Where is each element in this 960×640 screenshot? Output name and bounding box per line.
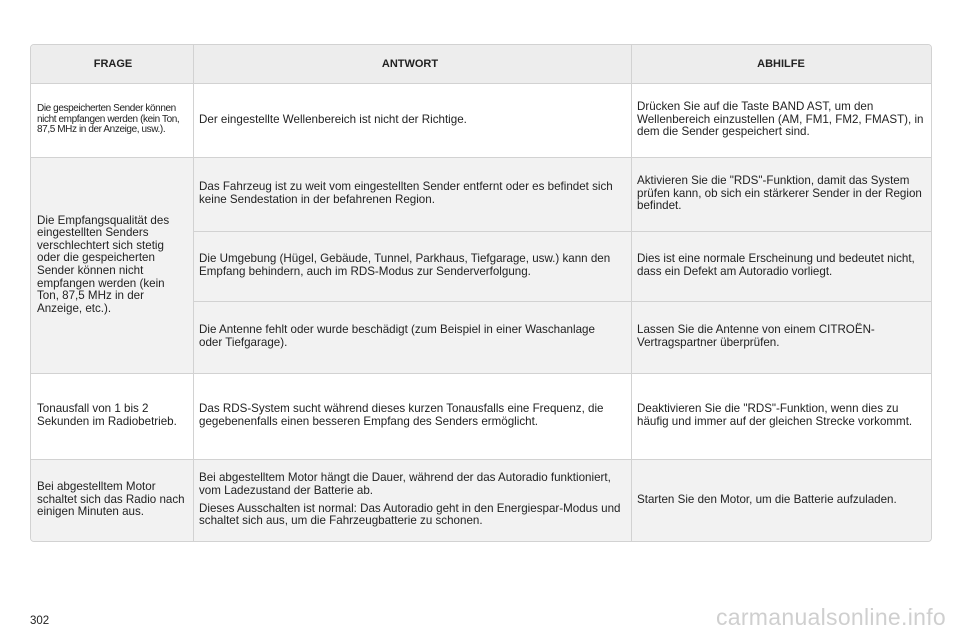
row-divider: [193, 301, 931, 302]
header-abhilfe: [631, 45, 931, 83]
row4-frage-text: Bei abgestelltem Motor schaltet sich das Radio nach einigen Minuten aus.: [37, 480, 185, 519]
row2c-abhilfe-text: Lassen Sie die Antenne von einem CITROËN-Vertragspartner überprüfen.: [637, 323, 875, 349]
row2a-antwort: [193, 157, 631, 231]
row3-antwort-text: Das RDS-System sucht während dieses kurzen Tonausfalls eine Frequenz, die gegebenenfalls einen besseren Empfang des Senders ermöglicht.: [199, 402, 604, 428]
row1-antwort-text: Der eingestellte Wellenbereich ist nicht der Richtige.: [199, 112, 467, 126]
row2c-antwort: [193, 301, 631, 373]
header-antwort-label: ANTWORT: [381, 58, 439, 70]
row-divider: [31, 83, 931, 84]
row-divider: [31, 373, 931, 374]
column-divider: [631, 45, 632, 541]
header-antwort: [193, 45, 631, 83]
watermark-text: carmanualsonline.info: [715, 604, 946, 630]
row2-frage: [31, 157, 193, 373]
row4-abhilfe: [631, 459, 931, 541]
row2b-abhilfe-text: Dies ist eine normale Erscheinung und bedeutet nicht, dass ein Defekt am Autoradio vorliegt.: [637, 252, 915, 278]
row3-frage-text: Tonausfall von 1 bis 2 Sekunden im Radiobetrieb.: [37, 402, 177, 428]
row4-antwort-text-1: Bei abgestelltem Motor hängt die Dauer, während der das Autoradio funktioniert, vom Ladezustand der Batterie ab.: [199, 471, 611, 497]
row1-frage: [31, 83, 193, 157]
row-divider: [193, 231, 931, 232]
row2b-antwort-text: Die Umgebung (Hügel, Gebäude, Tunnel, Parkhaus, Tiefgarage, usw.) kann den Empfang behindern, auch im RDS-Modus zur Senderverfolgung.: [199, 252, 611, 278]
row4-abhilfe-text: Starten Sie den Motor, um die Batterie aufzuladen.: [637, 492, 897, 506]
row3-frage: [31, 373, 193, 459]
row2b-antwort: [193, 231, 631, 301]
row3-abhilfe-text: Deaktivieren Sie die "RDS"-Funktion, wenn dies zu häufig und immer auf der gleichen Strecke vorkommt.: [637, 402, 913, 428]
row3-antwort: [193, 373, 631, 459]
row-divider: [31, 157, 931, 158]
row2b-abhilfe: [631, 231, 931, 301]
column-divider: [193, 45, 194, 541]
row4-antwort-text-2: Dieses Ausschalten ist normal: Das Autoradio geht in den Energiespar-Modus und schaltet sich aus, um die Fahrzeugbatterie zu schonen.: [199, 501, 621, 528]
row4-frage: [31, 459, 193, 541]
row1-antwort: [193, 83, 631, 157]
row2-frage-text: Die Empfangsqualität des eingestellten Senders verschlechtert sich stetig oder die gespeicherten Sender können nicht empfangen werden (kein Ton, 87,5 MHz in der Anzeige, etc.).: [37, 213, 170, 315]
row4-antwort: [193, 459, 631, 541]
row1-abhilfe-text: Drücken Sie auf die Taste BAND AST, um den Wellenbereich einzustellen (AM, FM1, FM2, FMAST), in dem die Sender gespeichert sind.: [637, 100, 924, 139]
row1-abhilfe: [631, 83, 931, 157]
row3-abhilfe: [631, 373, 931, 459]
row2a-abhilfe: [631, 157, 931, 231]
row-divider: [31, 459, 931, 460]
header-frage-label: FRAGE: [93, 58, 133, 70]
row1-frage-text: Die gespeicherten Sender können nicht empfangen werden (kein Ton, 87,5 MHz in der Anzeige, usw.).: [37, 102, 180, 136]
row2a-abhilfe-text: Aktivieren Sie die "RDS"-Funktion, damit das System prüfen kann, ob sich ein stärkerer Sender in der Region befindet.: [637, 174, 922, 213]
page-number: 302: [30, 615, 50, 627]
row2c-abhilfe: [631, 301, 931, 373]
header-abhilfe-label: ABHILFE: [757, 58, 805, 70]
row2c-antwort-text: Die Antenne fehlt oder wurde beschädigt (zum Beispiel in einer Waschanlage oder Tiefgarage).: [199, 323, 595, 349]
troubleshooting-table: [30, 44, 932, 542]
row2a-antwort-text: Das Fahrzeug ist zu weit vom eingestellten Sender entfernt oder es befindet sich keine Sendestation in der befahrenen Region.: [199, 180, 613, 206]
header-frage: [31, 45, 193, 83]
